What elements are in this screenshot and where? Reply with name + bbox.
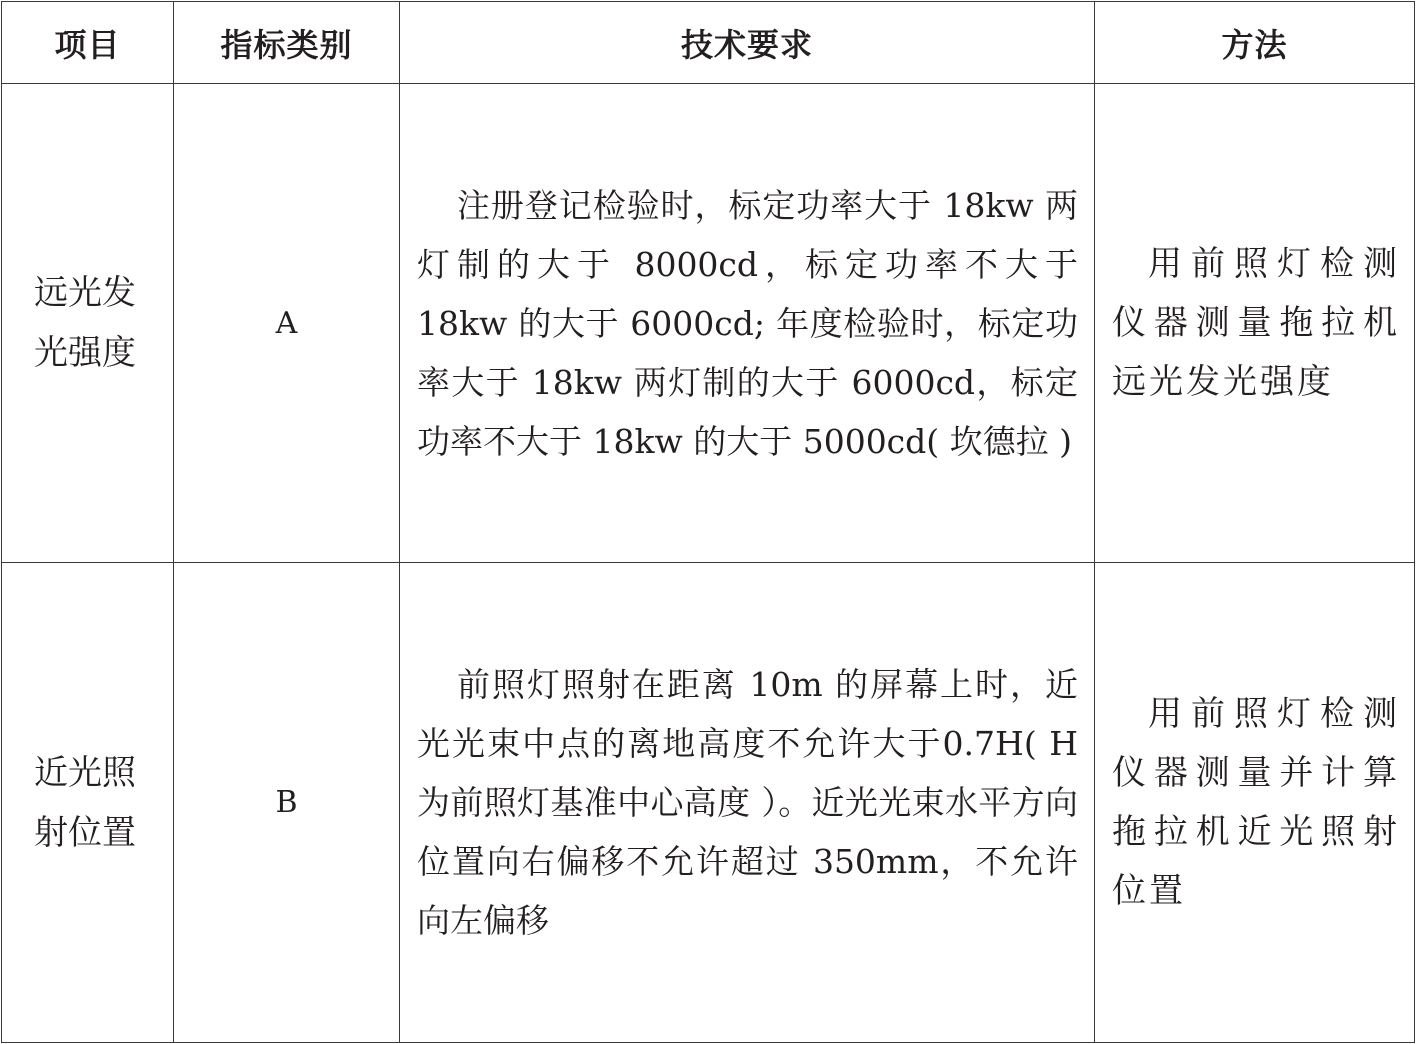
item-label-line: 光强度 [34,333,136,373]
header-method: 方法 [1095,2,1415,84]
item-cell [2,563,174,1043]
item-label-line: 射位置 [34,812,136,853]
header-requirement: 技术要求 [400,2,1095,84]
spec-table [1,1,1415,1043]
requirement-cell: 注册登记检验时，标定功率大于 18kw 两灯制的大于 8000cd，标定功率不大于 18kw 的大于 6000cd; 年度检验时，标定功率大于 18kw 两灯制的大于 6000cd，标定功率不大于 18kw 的大于 5000cd( 坎德拉 ) [400,84,1095,563]
item-label-line: 近光照 [34,752,136,793]
table-row [2,563,1415,1043]
table-row [2,84,1415,563]
header-category: 指标类别 [174,2,400,84]
header-item: 项目 [2,2,174,84]
category-cell: A [174,84,400,563]
method-cell: 用前照灯检测仪器测量拖拉机远光发光强度 [1095,84,1415,563]
method-cell: 用前照灯检测仪器测量并计算拖拉机近光照射位置 [1095,563,1415,1043]
category-cell: B [174,563,400,1043]
requirement-cell: 前照灯照射在距离 10m 的屏幕上时，近光光束中点的离地高度不允许大于0.7H( H 为前照灯基准中心高度 ）。近光光束水平方向位置向右偏移不允许超过 350mm，不允许向左偏移 [400,563,1095,1043]
item-label-line: 远光发 [34,273,136,313]
table-header-row [2,2,1415,84]
item-cell [2,84,174,563]
